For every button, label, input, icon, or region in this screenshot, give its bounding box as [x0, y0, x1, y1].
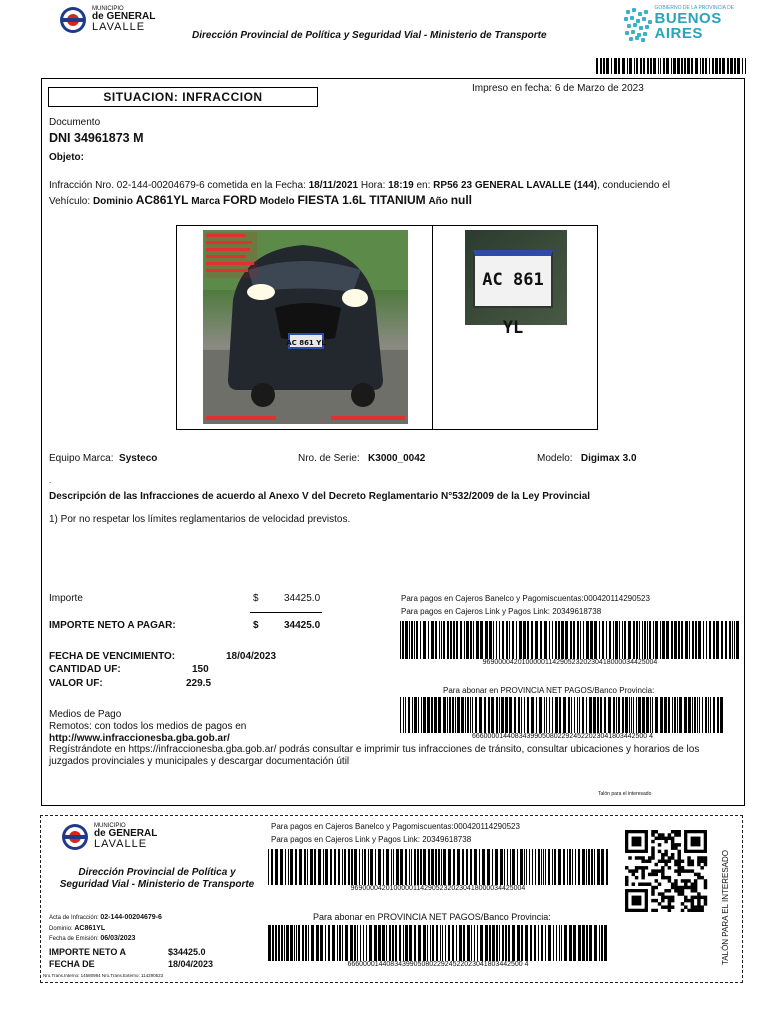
buenos-aires-logo — [624, 6, 768, 41]
anio-label: Año — [428, 196, 448, 207]
cantidad-uf-value: 150 — [192, 664, 209, 675]
equipo-marca-label: Equipo Marca: — [49, 453, 114, 464]
modelo-eq-value: Digimax 3.0 — [580, 453, 637, 464]
banelco-text: Para pagos en Cajeros Banelco y Pagomiscuentas:000420114290523 — [401, 594, 650, 603]
stub-acta — [49, 914, 162, 921]
objeto-label: Objeto: — [49, 152, 84, 163]
stub-title — [46, 867, 268, 891]
modelo-label: Modelo — [259, 196, 295, 207]
stub-dominio — [49, 925, 105, 932]
ba-small-text: GOBIERNO DE LA PROVINCIA DE — [654, 5, 735, 11]
serie-value: K3000_0042 — [368, 453, 426, 464]
stub-barcode-banelco-number: 969000042010000011429052320230418000034425004 — [350, 885, 526, 892]
stub-neto-label: IMPORTE NETO A — [49, 947, 127, 957]
car-photo — [203, 230, 408, 424]
provincia-text: Para abonar en PROVINCIA NET PAGOS/Banco Provincia: — [443, 686, 655, 695]
vencimiento-label: FECHA DE VENCIMIENTO: — [49, 651, 176, 662]
medios-title: Medios de Pago — [49, 709, 122, 720]
dominio-value: AC861YL — [135, 193, 189, 207]
hora-label: Hora: — [358, 180, 389, 191]
infraccion-item-1: 1) Por no respetar los límites reglamentarios de velocidad previstos. — [49, 514, 351, 525]
stub-logo-line-3: LAVALLE — [94, 838, 148, 850]
serie-label: Nro. de Serie: — [298, 453, 360, 464]
documento-value: DNI 34961873 M — [49, 131, 144, 145]
ba-big-text: BUENOS AIRES — [654, 10, 722, 42]
documento-label: Documento — [49, 117, 101, 128]
descripcion-title: Descripción de las Infracciones de acuerdo al Anexo V del Decreto Reglamentario N°532/2009 de la Ley Provincial — [49, 491, 591, 502]
infraccion-prefix: Infracción Nro. 02-144-00204679-6 cometida en la Fecha: — [49, 180, 309, 191]
buenos-aires-mark-icon — [624, 8, 651, 40]
nro-serie — [298, 453, 425, 464]
equipo-marca-value: Systeco — [119, 453, 158, 464]
stub-fecha-value: 18/04/2023 — [168, 959, 214, 969]
stub-link-text: Para pagos en Cajeros Link y Pagos Link: 20349618738 — [271, 835, 472, 844]
stub-acta-label: Acta de Infracción: — [49, 915, 99, 921]
stub-trans-text: Nro.Trans.Interno: 14580984 Nro.Trans.Externo: 114290523 — [43, 973, 164, 978]
talon-vertical: TALÓN PARA EL INTERESADO — [721, 850, 730, 965]
cantidad-uf-label: CANTIDAD UF: — [49, 664, 121, 675]
stub-dominio-label: Dominio: — [49, 926, 73, 932]
infraccion-fecha: 18/11/2021 — [308, 180, 359, 191]
registrandote-text: Regístrándote en https://infraccionesba.gba.gob.ar/ podrás consultar e imprimir tus infracciones de tránsito, consultar ubicaciones y horarios de los juzgados provinciales y municipales y descargar documentación útil — [49, 744, 700, 767]
stub-provincia-text: Para abonar en PROVINCIA NET PAGOS/Banco Provincia: — [313, 912, 551, 922]
top-barcode — [596, 58, 746, 74]
modelo-eq-label: Modelo: — [537, 453, 573, 464]
conduciendo-text: , conduciendo el — [597, 180, 670, 191]
barcode-provincia-number: 666000014408343990508022924522023041803442500 4 — [471, 733, 654, 740]
stub-logo-line-1: MUNICIPIO — [94, 823, 126, 829]
neto-currency: $ — [253, 620, 259, 631]
infraccion-lugar: RP56 23 GENERAL LAVALLE (144) — [433, 180, 598, 191]
stub-neto-value: $34425.0 — [168, 947, 206, 957]
barcode-banelco-number: 969000042010000011429052320230418000034425004 — [482, 659, 658, 666]
stub-banelco-text: Para pagos en Cajeros Banelco y Pagomiscuentas:000420114290523 — [271, 822, 520, 831]
logo-line-1: MUNICIPIO — [92, 6, 124, 12]
infraccion-hora: 18:19 — [388, 180, 414, 191]
neto-label: IMPORTE NETO A PAGAR: — [49, 620, 176, 631]
modelo-equipo — [537, 453, 637, 464]
header-title: Dirección Provincial de Política y Seguridad Vial - Ministerio de Transporte — [192, 30, 547, 41]
importe-label: Importe — [49, 593, 83, 604]
dominio-label: Dominio — [92, 196, 133, 207]
photo-divider — [432, 226, 433, 429]
stub-emision — [49, 935, 135, 942]
marca-value: FORD — [222, 193, 257, 207]
neto-value: 34425.0 — [284, 620, 321, 631]
stub-barcode-provincia-number: 666000014408343990508022924522023041803442500 4 — [347, 961, 529, 968]
vehiculo-label: Vehículo: — [49, 196, 91, 207]
remotos-text: Remotos: con todos los medios de pagos en — [49, 721, 247, 732]
stub-title-line-2: Seguridad Vial - Ministerio de Transporte — [59, 879, 255, 890]
vencimiento-value: 18/04/2023 — [226, 651, 277, 662]
car-photo-drawing — [203, 230, 408, 424]
importe-currency: $ — [253, 593, 259, 604]
impreso-fecha: Impreso en fecha: 6 de Marzo de 2023 — [472, 83, 644, 94]
stub-barcode-banelco — [268, 849, 608, 885]
barcode-banelco — [400, 621, 740, 659]
stub-emision-value: 06/03/2023 — [100, 935, 136, 942]
marca-label: Marca — [191, 196, 221, 207]
plate-closeup: AC 861 YL — [473, 250, 553, 308]
infraccion-text — [49, 179, 739, 209]
stub-barcode-provincia — [268, 925, 608, 961]
plate-photo — [465, 230, 567, 338]
stub-logo-line-2: de GENERAL — [94, 828, 158, 839]
stub-fecha-label: FECHA DE — [49, 959, 95, 969]
stub-municipio-seal-icon — [62, 824, 88, 850]
municipio-logo — [60, 6, 155, 33]
infracciones-link[interactable]: http://www.infraccionesba.gba.gob.ar/ — [49, 733, 230, 744]
situacion-box: SITUACION: INFRACCION — [48, 87, 318, 107]
stub-acta-value: 02-144-00204679-6 — [100, 914, 162, 921]
stub-municipio-logo — [62, 823, 157, 850]
en-label: en: — [413, 180, 434, 191]
logo-line-3: LAVALLE — [92, 21, 146, 33]
barcode-provincia — [400, 697, 725, 733]
logo-line-2: de GENERAL — [92, 11, 156, 22]
valor-uf-value: 229.5 — [186, 678, 212, 689]
importe-value: 34425.0 — [284, 593, 321, 604]
modelo-value: FIESTA 1.6L TITANIUM — [297, 193, 426, 207]
stub-title-line-1: Dirección Provincial de Política y — [78, 867, 236, 878]
importe-rule — [250, 612, 322, 613]
anio-value: null — [450, 193, 473, 207]
equipo-marca — [49, 453, 157, 464]
qr-code — [625, 830, 709, 912]
link-text: Para pagos en Cajeros Link y Pagos Link: 20349618738 — [401, 607, 602, 616]
stub-dominio-value: AC861YL — [74, 925, 106, 932]
dot-marker: . — [49, 476, 52, 485]
valor-uf-label: VALOR UF: — [49, 678, 103, 689]
car-plate-text: AC 861 YL — [286, 339, 326, 347]
talon-interesado-small: Talón para el interesado — [598, 791, 652, 797]
municipio-seal-icon — [60, 7, 86, 33]
stub-emision-label: Fecha de Emisión: — [49, 936, 99, 942]
